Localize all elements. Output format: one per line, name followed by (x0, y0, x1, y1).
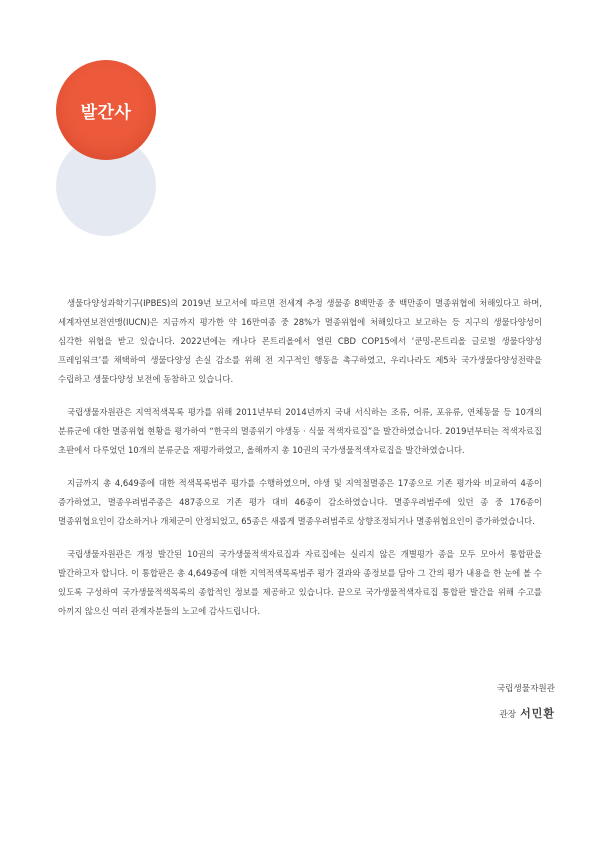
page-title: 발간사 (80, 102, 132, 123)
foreword-body (58, 294, 542, 635)
signer-title: 관장 (499, 710, 517, 720)
signer-name: 서민환 (520, 707, 555, 720)
signature-block (497, 682, 555, 723)
paragraph-1: 생물다양성과학기구(IPBES)의 2019년 보고서에 따르면 전세계 추정 생물종 8백만종 중 백만종이 멸종위협에 처해있다고 하며, 세계자연보전연맹(IUCN)은 지금까지 평가한 약 16만여종 중 28%가 멸종위협에 처해있다고 보고하는 등 지구의 생물다양성이 심각한 위협을 받고 있습니다. 2022년에는 캐나다 몬트리올에서 열린 CBD COP15에서 ‘쿤밍-몬트리올 글로벌 생물다양성 프레임워크’를 채택하여 생물다양성 손실 감소를 위해 전 지구적인 행동을 촉구하였고, 우리나라도 제5차 국가생물다양성전략을 수립하고 생물다양성 보전에 동참하고 있습니다. (58, 298, 542, 384)
paragraph-2: 국립생물자원관은 지역적색목록 평가를 위해 2011년부터 2014년까지 국내 서식하는 조류, 어류, 포유류, 연체동물 등 10개의 분류군에 대한 멸종위협 현황을 평가하여 “한국의 멸종위기 야생동 · 식물 적색자료집”을 발간하였습니다. 2019년부터는 적색자료집 초판에서 다루었던 10개의 분류군을 재평가하였고, 올해까지 총 10권의 국가생물적색자료집을 발간하였습니다. (58, 407, 542, 455)
organization-name: 국립생물자원관 (496, 684, 555, 694)
paragraph-3: 지금까지 총 4,649종에 대한 적색목록범주 평가를 수행하였으며, 야생 및 지역절멸종은 17종으로 기존 평가와 비교하여 4종이 증가하였고, 멸종우려범주종은 487종으로 기존 평가 대비 46종이 감소하였습니다. 멸종우려범주에 있던 종 중 176종이 멸종위협요인이 감소하거나 개체군이 안정되었고, 65종은 새롭게 멸종우려범주로 상향조정되거나 멸종위협요인이 증가하였습니다. (58, 478, 542, 526)
paragraph-4: 국립생물자원관은 개정 발간된 10권의 국가생물적색자료집과 자료집에는 실리지 않은 개별평가 종을 모두 모아서 통합판을 발간하고자 합니다. 이 통합판은 총 4,649종에 대한 지역적색목록범주 평가 결과와 종정보를 담아 그 간의 평가 내용을 한 눈에 볼 수 있도록 구성하여 국가생물적색목록의 종합적인 정보를 제공하고 있습니다. 끝으로 국가생물적색자료집 통합판 발간을 위해 수고를 아끼지 않으신 여러 관계자분들의 노고에 감사드립니다. (58, 549, 542, 616)
signer-line (497, 706, 555, 723)
